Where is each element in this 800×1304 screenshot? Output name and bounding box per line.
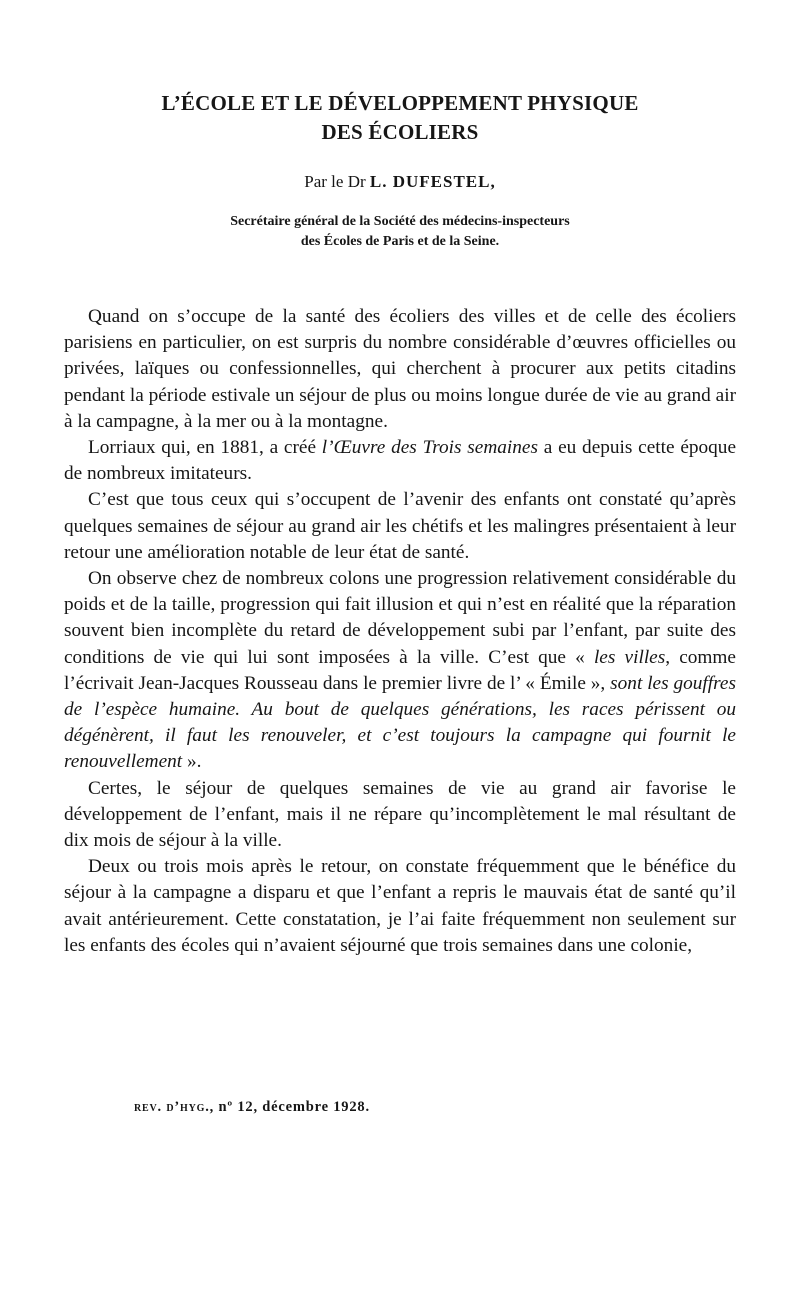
- paragraph-4-quote: sont les gouffres de l’espèce humaine. Au bout de quelques générations, les races périssent ou dégénèrent, il faut les renouveler, et c’est toujours la campagne qui fournit le renouvellement: [64, 672, 736, 773]
- article-title-line-2: DES ÉCOLIERS: [321, 120, 479, 144]
- byline-prefix: Par le Dr: [304, 172, 370, 191]
- paragraph-1: Quand on s’occupe de la santé des écoliers des villes et de celle des écoliers parisiens en particulier, on est surpris du nombre considérable d’œuvres officielles ou privées, laïques ou confessionnelles, qui cherchent à procurer aux petits citadins pendant la période estivale un séjour de plus ou moins longue durée de vie au grand air à la campagne, à la mer ou à la montagne.: [64, 306, 736, 432]
- paragraph-6: Deux ou trois mois après le retour, on constate fréquemment que le bénéfice du séjour à la campagne a disparu et que l’enfant a repris le mauvais état de santé qu’il avait antérieurement. Cette constatation, je l’ai faite fréquemment non seulement sur les enfants des écoles qui n’avaient séjourné que trois semaines dans une colonie,: [64, 856, 736, 956]
- paragraph-5: Certes, le séjour de quelques semaines de vie au grand air favorise le développement de l’enfant, mais il ne répare qu’incomplètement le mal résultant de dix mois de séjour à la ville.: [64, 777, 736, 852]
- byline: [60, 171, 740, 193]
- paragraph-2-text-c: a eu depuis cette époque de nombreux imitateurs.: [64, 437, 737, 485]
- article-body: [64, 304, 736, 959]
- paragraph-4-quote-start: les villes: [593, 646, 666, 668]
- paragraph-2: [64, 435, 736, 487]
- paragraph-4-text-c: , comme l’écrivait Jean-Jacques Rousseau dans le premier livre de l’ « Émile »,: [64, 646, 736, 694]
- footer-issue: , nº 12, décembre 1928.: [209, 1099, 370, 1115]
- paragraph-4-text-a: On observe chez de nombreux colons une progression relativement considérable du poids et de la taille, progression qui fait illusion et qui n’est en réalité que la réparation souvent bien incomplète du retard de développement subi par l’enfant, par suite des conditions de vie qui lui sont imposées à la ville. C’est que «: [64, 568, 736, 668]
- affiliation-line-1: Secrétaire général de la Société des médecins-inspecteurs: [230, 214, 570, 229]
- article-title-line-1: L’ÉCOLE ET LE DÉVELOPPEMENT PHYSIQUE: [161, 91, 639, 115]
- page-footer: [134, 1097, 370, 1117]
- affiliation-line-2: des Écoles de Paris et de la Seine.: [300, 234, 500, 249]
- paragraph-2-text-a: Lorriaux qui, en 1881, a créé: [88, 437, 322, 459]
- paragraph-4-text-e: ».: [182, 751, 202, 773]
- footer-journal: rev. d’hyg.: [134, 1099, 210, 1115]
- byline-author: L. DUFESTEL,: [369, 172, 496, 191]
- paragraph-4: [64, 566, 736, 776]
- paragraph-2-work-title: l’Œuvre des Trois semaines: [321, 437, 538, 459]
- paragraph-3: C’est que tous ceux qui s’occupent de l’avenir des enfants ont constaté qu’après quelques semaines de séjour au grand air les chétifs et les malingres présentaient à leur retour une amélioration notable de leur état de santé.: [64, 489, 736, 563]
